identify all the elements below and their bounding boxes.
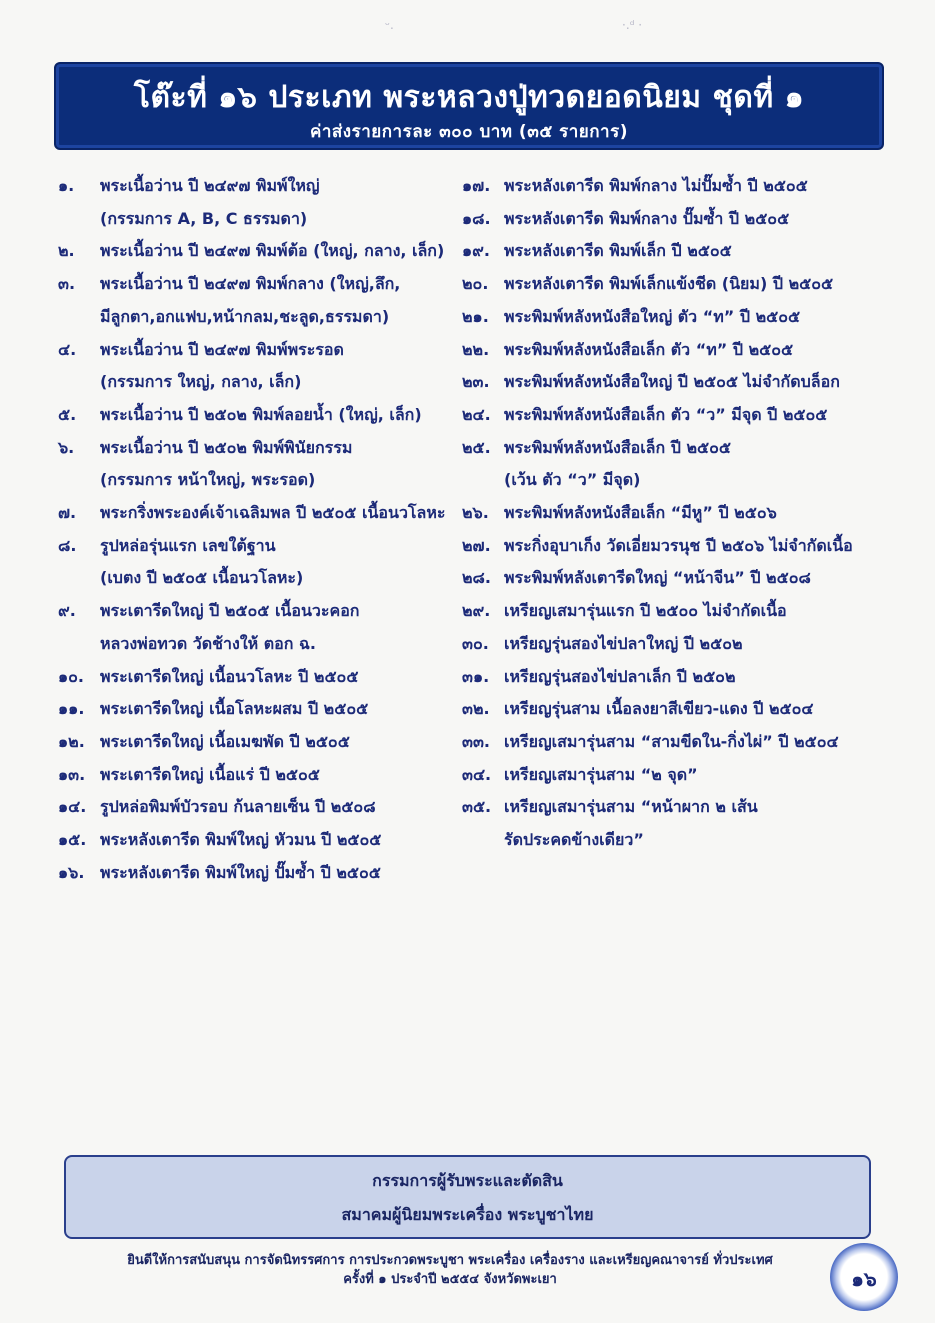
list-item: [462, 170, 882, 203]
item-text: พระกิ่งอุบาเก็ง วัดเอี่ยมวรนุช ปี ๒๕๐๖ ไม่จำกัดเนื้อ: [504, 535, 853, 555]
item-text: พระพิมพ์หลังหนังสือใหญ่ ปี ๒๕๐๕ ไม่จำกัดบล็อก: [504, 372, 840, 392]
item-number: ๓๕.: [462, 797, 492, 817]
list-item: [58, 432, 463, 497]
list-item: [58, 268, 463, 333]
list-item: [462, 497, 882, 530]
item-number: ๑๓.: [58, 764, 86, 784]
item-text: เหรียญรุ่นสาม เนื้อลงยาสีเขียว-แดง ปี ๒๕๐๔: [504, 699, 814, 719]
item-text: เหรียญเสมารุ่นสาม “สามขีดใน-กิ่งไผ่” ปี ๒๕๐๔: [504, 731, 839, 751]
item-number: ๒๘.: [462, 568, 491, 588]
item-text: เหรียญเสมารุ่นสาม “๒ จุด”: [504, 764, 698, 784]
faint-mark: ·.ᵈ ·: [622, 18, 643, 32]
item-number: ๘.: [58, 535, 77, 555]
list-item: [462, 366, 882, 399]
item-text-continued: (เว้น ตัว “ว” มีจุด): [504, 470, 641, 490]
item-number: ๑๐.: [58, 666, 84, 686]
item-text: เหรียญรุ่นสองไข่ปลาใหญ่ ปี ๒๕๐๒: [504, 633, 743, 653]
table-header-banner: [54, 62, 884, 150]
item-number: ๑๖.: [58, 862, 85, 882]
item-text: พระเตารีดใหญ่ เนื้อนวโลหะ ปี ๒๕๐๕: [100, 666, 359, 686]
page-number-badge: [830, 1243, 898, 1311]
list-item: [58, 595, 463, 660]
item-number: ๓๑.: [462, 666, 490, 686]
event-note: ครั้งที่ ๑ ประจำปี ๒๕๕๔ จังหวัดพะเยา: [343, 1272, 557, 1287]
item-text: พระหลังเตารีด พิมพ์เล็กแข้งชีด (นิยม) ปี ๒๕๐๕: [504, 274, 834, 294]
item-text: พระพิมพ์หลังหนังสือเล็ก ตัว “ว” มีจุด ปี ๒๕๐๕: [504, 404, 828, 424]
association-name: สมาคมผู้นิยมพระเครื่อง พระบูชาไทย: [341, 1205, 594, 1224]
item-text: พระหลังเตารีด พิมพ์กลาง ไม่ปั๊มซ้ำ ปี ๒๕๐๕: [504, 176, 808, 195]
list-item: [462, 432, 882, 497]
item-number: ๔.: [58, 339, 77, 359]
list-item: [462, 628, 882, 661]
item-number: ๓๒.: [462, 699, 490, 719]
item-list-right: [462, 170, 882, 857]
list-item: [58, 497, 463, 530]
item-text-continued: (เบตง ปี ๒๕๐๕ เนื้อนวโลหะ): [100, 568, 304, 588]
item-number: ๒๖.: [462, 503, 489, 523]
faint-mark: ᵕ.: [385, 18, 394, 32]
committee-title: กรรมการผู้รับพระและตัดสิน: [372, 1171, 563, 1190]
list-item: [462, 530, 882, 563]
item-text: พระเนื้อว่าน ปี ๒๔๙๗ พิมพ์พระรอด: [100, 339, 344, 359]
list-item: [462, 661, 882, 694]
list-item: [462, 268, 882, 301]
item-number: ๑๒.: [58, 731, 85, 751]
item-text: พระหลังเตารีด พิมพ์ใหญ่ หัวมน ปี ๒๕๐๕: [100, 830, 382, 850]
item-number: ๓๓.: [462, 731, 490, 751]
item-text-continued: (กรรมการ ใหญ่, กลาง, เล็ก): [100, 372, 302, 392]
item-text: พระเนื้อว่าน ปี ๒๔๙๗ พิมพ์กลาง (ใหญ่,ลึก,: [100, 274, 401, 294]
item-number: ๒๐.: [462, 274, 489, 294]
list-item: [58, 170, 463, 235]
item-text: พระหลังเตารีด พิมพ์กลาง ปั๊มซ้ำ ปี ๒๕๐๕: [504, 208, 790, 228]
item-text: พระพิมพ์หลังเตารีดใหญ่ “หน้าจีน” ปี ๒๕๐๘: [504, 568, 811, 588]
support-note: ยินดีให้การสนับสนุน การจัดนิทรรศการ การประกวดพระบูชา พระเครื่อง เครื่องราง และเหรียญคณาจารย์ ทั่วประเทศ: [127, 1253, 773, 1268]
item-number: ๕.: [58, 404, 77, 424]
list-item: [462, 399, 882, 432]
list-item: [462, 334, 882, 367]
list-item: [58, 759, 463, 792]
item-text-continued: (กรรมการ หน้าใหญ่, พระรอด): [100, 470, 316, 490]
item-number: ๑๘.: [462, 208, 491, 228]
list-item: [462, 562, 882, 595]
list-item: [58, 334, 463, 399]
item-number: ๙.: [58, 601, 76, 621]
item-text: พระเตารีดใหญ่ เนื้อโลหะผสม ปี ๒๕๐๕: [100, 699, 369, 719]
item-text-continued: หลวงพ่อทวด วัดช้างให้ ตอก ฉ.: [100, 633, 316, 653]
item-text: พระพิมพ์หลังหนังสือเล็ก “มีหู” ปี ๒๕๐๖: [504, 503, 777, 523]
item-text: พระพิมพ์หลังหนังสือเล็ก ปี ๒๕๐๕: [504, 437, 731, 457]
item-text: พระเนื้อว่าน ปี ๒๕๐๒ พิมพ์พินัยกรรม: [100, 437, 353, 457]
item-number: ๒๗.: [462, 535, 491, 555]
item-number: ๑๑.: [58, 699, 85, 719]
item-text-continued: มีลูกตา,อกแฟบ,หน้ากลม,ชะลูด,ธรรมดา): [100, 306, 390, 326]
item-text: รูปหล่อพิมพ์บัวรอบ ก้นลายเซ็น ปี ๒๕๐๘: [100, 797, 376, 817]
item-text: พระเนื้อว่าน ปี ๒๔๙๗ พิมพ์ใหญ่: [100, 176, 320, 195]
list-item: [462, 595, 882, 628]
list-item: [58, 791, 463, 824]
item-number: ๒๒.: [462, 339, 490, 359]
item-number: ๒๓.: [462, 372, 490, 392]
item-number: ๓.: [58, 274, 76, 294]
list-item: [462, 693, 882, 726]
item-text: พระเตารีดใหญ่ เนื้อเมฆพัด ปี ๒๕๐๕: [100, 731, 350, 751]
item-text: พระหลังเตารีด พิมพ์เล็ก ปี ๒๕๐๕: [504, 241, 732, 261]
list-item: [462, 203, 882, 236]
item-number: ๓๔.: [462, 764, 492, 784]
item-text: รูปหล่อรุ่นแรก เลขใต้ฐาน: [100, 535, 276, 555]
item-number: ๒.: [58, 241, 75, 261]
list-item: [58, 693, 463, 726]
item-text: พระหลังเตารีด พิมพ์ใหญ่ ปั๊มซ้ำ ปี ๒๕๐๕: [100, 862, 381, 882]
item-number: ๑๗.: [462, 176, 491, 195]
item-text-continued: รัดประคดข้างเดียว”: [504, 830, 644, 850]
item-text: พระกริ่งพระองค์เจ้าเฉลิมพล ปี ๒๕๐๕ เนื้อนวโลหะ: [100, 503, 446, 523]
item-number: ๒๔.: [462, 404, 491, 424]
item-text: พระเตารีดใหญ่ เนื้อแร่ ปี ๒๕๐๕: [100, 764, 320, 784]
item-text: เหรียญรุ่นสองไข่ปลาเล็ก ปี ๒๕๐๒: [504, 666, 736, 686]
item-number: ๒๙.: [462, 601, 491, 621]
item-text: เหรียญเสมารุ่นสาม “หน้าผาก ๒ เส้น: [504, 797, 758, 817]
list-item: [58, 661, 463, 694]
list-item: [58, 530, 463, 595]
item-text: พระเตารีดใหญ่ ปี ๒๕๐๕ เนื้อนวะคอก: [100, 601, 360, 621]
list-item: [58, 857, 463, 890]
item-number: ๒๑.: [462, 306, 489, 326]
item-text: พระเนื้อว่าน ปี ๒๕๐๒ พิมพ์ลอยน้ำ (ใหญ่, เล็ก): [100, 404, 422, 424]
item-list-left: [58, 170, 463, 889]
item-number: ๖.: [58, 437, 75, 457]
list-item: [58, 726, 463, 759]
item-number: ๓๐.: [462, 633, 489, 653]
page-number: ๑๖: [851, 1267, 877, 1291]
list-item: [58, 399, 463, 432]
list-item: [462, 726, 882, 759]
list-item: [58, 235, 463, 268]
list-item: [462, 301, 882, 334]
item-text: พระพิมพ์หลังหนังสือเล็ก ตัว “ท” ปี ๒๕๐๕: [504, 339, 794, 359]
item-number: ๑.: [58, 176, 75, 195]
item-number: ๒๕.: [462, 437, 491, 457]
page-subtitle: ค่าส่งรายการละ ๓๐๐ บาท (๓๕ รายการ): [310, 122, 628, 142]
item-text: พระพิมพ์หลังหนังสือใหญ่ ตัว “ท” ปี ๒๕๐๕: [504, 306, 801, 326]
page-title: โต๊ะที่ ๑๖ ประเภท พระหลวงปู่ทวดยอดนิยม ชุดที่ ๑: [133, 80, 805, 115]
item-number: ๑๕.: [58, 830, 87, 850]
item-text: พระเนื้อว่าน ปี ๒๔๙๗ พิมพ์ต้อ (ใหญ่, กลาง, เล็ก): [100, 241, 445, 261]
item-number: ๑๔.: [58, 797, 87, 817]
committee-box: [64, 1155, 871, 1239]
item-text: เหรียญเสมารุ่นแรก ปี ๒๕๐๐ ไม่จำกัดเนื้อ: [504, 601, 787, 621]
item-text-continued: (กรรมการ A, B, C ธรรมดา): [100, 208, 308, 228]
list-item: [462, 235, 882, 268]
list-item: [462, 759, 882, 792]
list-item: [462, 791, 882, 856]
list-item: [58, 824, 463, 857]
item-number: ๑๙.: [462, 241, 490, 261]
item-number: ๗.: [58, 503, 77, 523]
